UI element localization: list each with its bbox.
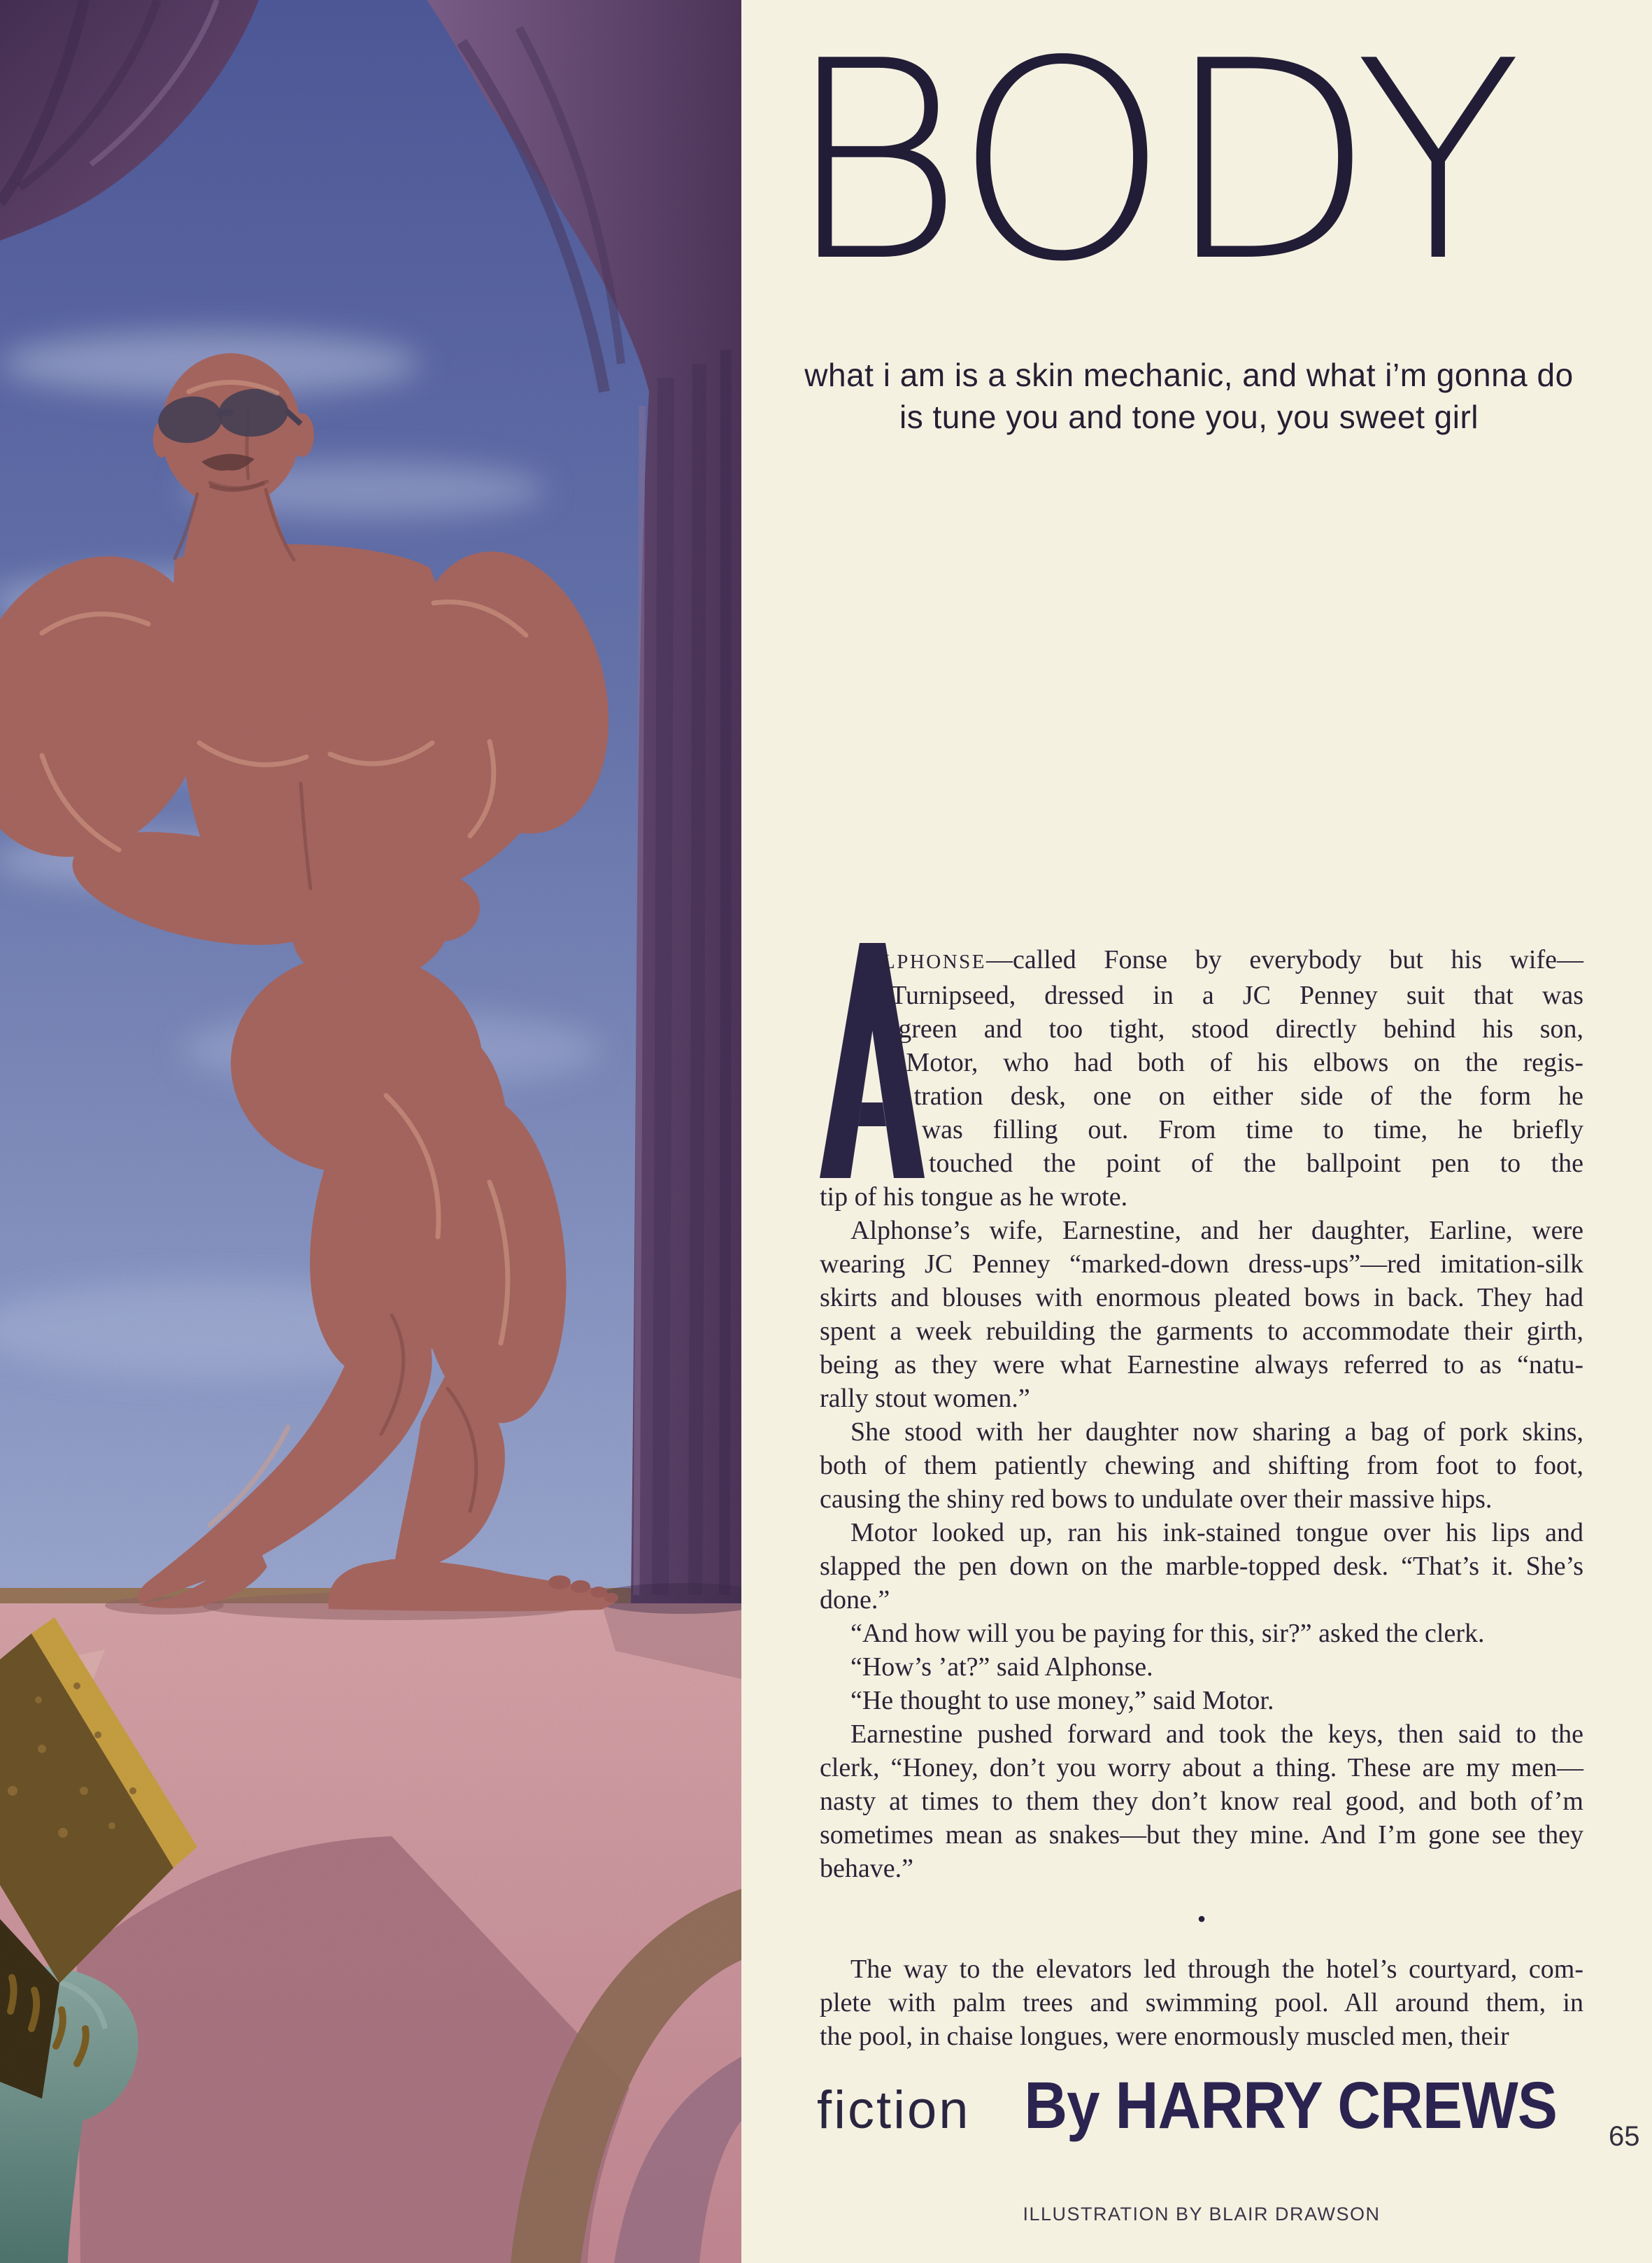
story-paragraph bbox=[820, 1717, 1583, 1885]
story-line: Turnipseed, dressed in a JC Penney suit that was bbox=[890, 981, 1583, 1010]
story-paragraph bbox=[820, 1415, 1583, 1516]
story-line: Motor, who had both of his elbows on the regis- bbox=[906, 1048, 1583, 1077]
article-footer bbox=[817, 2068, 1583, 2144]
cover-illustration bbox=[0, 0, 741, 2263]
story-line: slapped the pen down on the marble-topped desk. “That’s it. She’s bbox=[820, 1552, 1583, 1581]
page-number: 65 bbox=[1609, 2121, 1640, 2152]
story-line: touched the point of the ballpoint pen to the bbox=[929, 1149, 1583, 1178]
story-paragraph bbox=[820, 1684, 1583, 1717]
story-line: the pool, in chaise longues, were enormously muscled men, their bbox=[820, 2022, 1509, 2051]
story-line: green and too tight, stood directly behind his son, bbox=[898, 1014, 1583, 1044]
story-line: clerk, “Honey, don’t you worry about a thing. These are my men— bbox=[820, 1753, 1583, 1782]
story-paragraph bbox=[820, 943, 1583, 1214]
story-paragraph bbox=[820, 1516, 1583, 1617]
article-title: BODY bbox=[785, 3, 1517, 322]
story-line: “And how will you be paying for this, sir?” asked the clerk. bbox=[850, 1619, 1485, 1648]
story-line: tration desk, one on either side of the form he bbox=[913, 1081, 1583, 1111]
story-line: rally stout women.” bbox=[820, 1384, 1030, 1413]
story-line: The way to the elevators led through the hotel’s courtyard, com- bbox=[850, 1955, 1583, 1984]
story-paragraph bbox=[820, 1650, 1583, 1684]
section-kicker: fiction bbox=[817, 2080, 971, 2140]
story-paragraph bbox=[820, 1617, 1583, 1650]
story-paragraph bbox=[820, 1952, 1583, 2053]
paint-grain bbox=[0, 0, 741, 2263]
author-byline: By HARRY CREWS bbox=[1023, 2069, 1557, 2143]
article-deck bbox=[769, 354, 1609, 438]
story-line: sometimes mean as snakes—but they mine. And I’m gone see they bbox=[820, 1820, 1583, 1850]
story-line: Alphonse’s wife, Earnestine, and her daughter, Earline, were bbox=[850, 1216, 1583, 1245]
story-line: wearing JC Penney “marked-down dress-ups”—red imitation-silk bbox=[820, 1249, 1583, 1279]
story-line: plete with palm trees and swimming pool. All around them, in bbox=[820, 1988, 1583, 2017]
illustration-canvas bbox=[0, 0, 741, 2263]
illustration-credit: ILLUSTRATION BY BLAIR DRAWSON bbox=[1023, 2204, 1381, 2225]
story-line: “He thought to use money,” said Motor. bbox=[850, 1686, 1274, 1715]
story-line: being as they were what Earnestine always referred to as “natu- bbox=[820, 1350, 1583, 1379]
story-line: causing the shiny red bows to undulate over their massive hips. bbox=[820, 1484, 1493, 1514]
story-line: Motor looked up, ran his ink-stained tongue over his lips and bbox=[850, 1518, 1583, 1547]
story-line: Earnestine pushed forward and took the keys, then said to the bbox=[850, 1719, 1583, 1749]
deck-line-2: is tune you and tone you, you sweet girl bbox=[899, 399, 1479, 435]
story-line: She stood with her daughter now sharing a bag of pork skins, bbox=[850, 1417, 1583, 1447]
story-line: skirts and blouses with enormous pleated bows in back. They had bbox=[820, 1283, 1583, 1312]
story-line: nasty at times to them they don’t know real good, and both of’m bbox=[820, 1787, 1583, 1816]
story-line: “How’s ’at?” said Alphonse. bbox=[850, 1652, 1153, 1682]
story-line: behave.” bbox=[820, 1854, 913, 1883]
story-body bbox=[820, 943, 1583, 2053]
deck-line-1: what i am is a skin mechanic, and what i’m gonna do bbox=[804, 357, 1574, 393]
story-line: spent a week rebuilding the garments to accommodate their girth, bbox=[820, 1317, 1583, 1346]
story-line: was filling out. From time to time, he briefly bbox=[921, 1115, 1583, 1144]
section-break: • bbox=[1197, 1905, 1206, 1933]
story-line: tip of his tongue as he wrote. bbox=[820, 1182, 1128, 1212]
story-line: both of them patiently chewing and shifting from foot to foot, bbox=[820, 1451, 1583, 1480]
story-line: LPHONSE—called Fonse by everybody but his wife— bbox=[882, 945, 1583, 974]
story-paragraph bbox=[820, 1214, 1583, 1415]
smallcaps-lead: LPHONSE bbox=[882, 951, 986, 973]
story-line: done.” bbox=[820, 1585, 890, 1615]
